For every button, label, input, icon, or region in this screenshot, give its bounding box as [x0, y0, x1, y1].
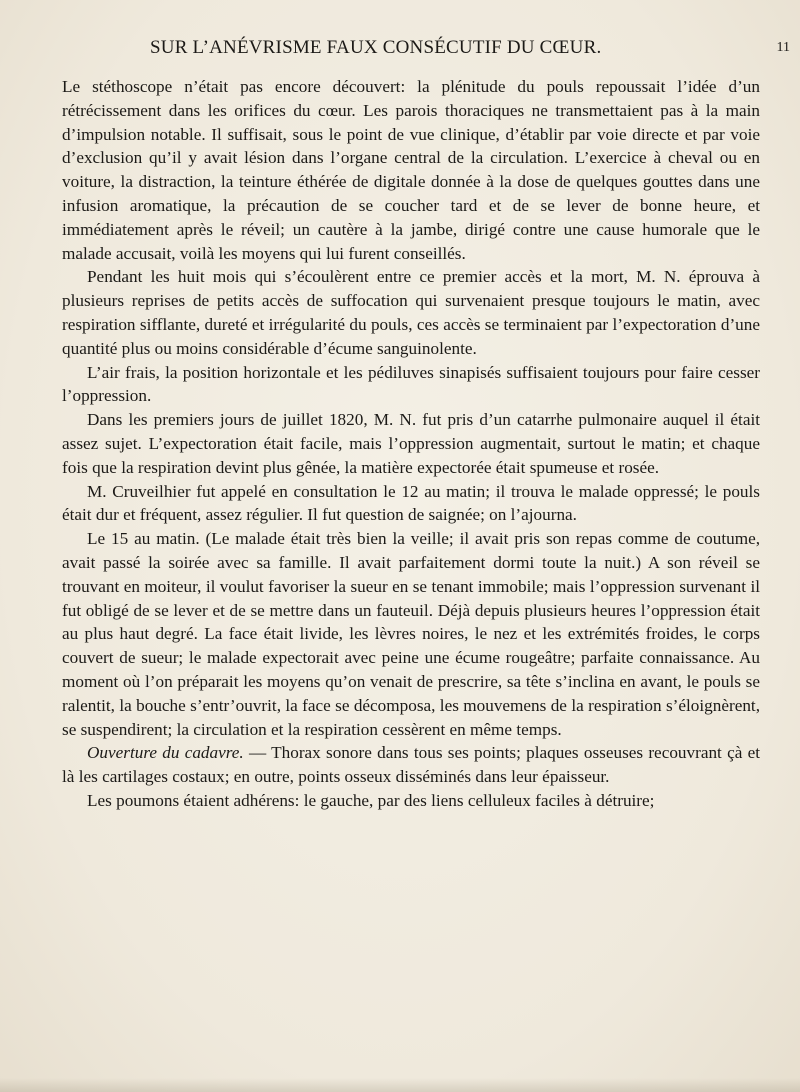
page-edge-shadow — [0, 1078, 800, 1092]
paragraph-5: M. Cruveilhier fut appelé en consultation le 12 au matin; il trouva le malade oppressé; le pouls était dur et fréquent, assez régulier. Il fut question de saignée; on l’ajourna. — [62, 481, 760, 525]
paragraph-6: Le 15 au matin. (Le malade était très bien la veille; il avait pris son repas comme de coutume, avait passé la soirée avec sa famille. Il avait parfaitement dormi toute la nuit.) A son réveil se trouvant en moiteur, il voulut favoriser la sueur en se tenant immobile; mais l’oppression survenant il fut obligé de se lever et de se mettre dans un fauteuil. Déjà depuis plusieurs heures l’oppression était au plus haut degré. La face était livide, les lèvres noires, le nez et les extrémités froides, le corps couvert de sueur; le malade expectorait avec peine une écume rougeâtre; parfaite connaissance. Au moment où l’on préparait les moyens qu’on venait de prescrire, sa tête s’inclina en avant, le pouls se ralentit, la bouche s’entr’ouvrit, la face se décomposa, les mouvemens de la respiration s’éloignèrent, se suspendirent; la circulation et la respiration cessèrent en même temps. — [62, 529, 760, 739]
page-header — [150, 37, 790, 67]
body-text — [62, 75, 760, 813]
paragraph-1: Le stéthoscope n’était pas encore découvert: la plénitude du pouls repoussait l’idée d’un rétrécissement dans les orifices du cœur. Les parois thoraciques ne transmettaient pas à la main d’impulsion notable. Il suffisait, sous le point de vue clinique, d’établir par voie directe et par voie d’exclusion qu’il y avait lésion dans l’organe central de la circulation. L’exercice à cheval ou en voiture, la distraction, la teinture éthérée de digitale donnée à la dose de quelques gouttes dans une infusion aromatique, la précaution de se coucher tard et de se lever de bonne heure, et immédiatement après le réveil; un cautère à la jambe, dirigé contre une cause humorale que le malade accusait, voilà les moyens qui lui furent conseillés. — [62, 77, 760, 263]
section-heading-autopsy: Ouverture du cadavre. — [87, 743, 244, 763]
paragraph-3: L’air frais, la position horizontale et les pédiluves sinapisés suffisaient toujours pour faire cesser l’oppression. — [62, 362, 760, 406]
paragraph-7 — [62, 741, 760, 789]
page-number: 11 — [776, 40, 790, 55]
paragraph-7-text: — Thorax sonore dans tous ses points; plaques osseuses recouvrant çà et là les cartilages costaux; en outre, points osseux disséminés dans leur épaisseur. — [62, 743, 761, 787]
paragraph-4: Dans les premiers jours de juillet 1820, M. N. fut pris d’un catarrhe pulmonaire auquel il était assez sujet. L’expectoration était facile, mais l’oppression augmentait, surtout le matin; et chaque fois que la respiration devint plus gênée, la matière expectorée était spumeuse et rosée. — [62, 410, 760, 477]
running-title: SUR L’ANÉVRISME FAUX CONSÉCUTIF DU CŒUR. — [150, 37, 602, 58]
paragraph-8: Les poumons étaient adhérens: le gauche, par des liens celluleux faciles à détruire; — [87, 790, 655, 810]
paragraph-2: Pendant les huit mois qui s’écoulèrent entre ce premier accès et la mort, M. N. éprouva à plusieurs reprises de petits accès de suffocation qui survenaient presque toujours le matin, avec respiration sifflante, dureté et irrégularité du pouls, ces accès se terminaient par l’expectoration d’une quantité plus ou moins considérable d’écume sanguinolente. — [62, 267, 760, 358]
